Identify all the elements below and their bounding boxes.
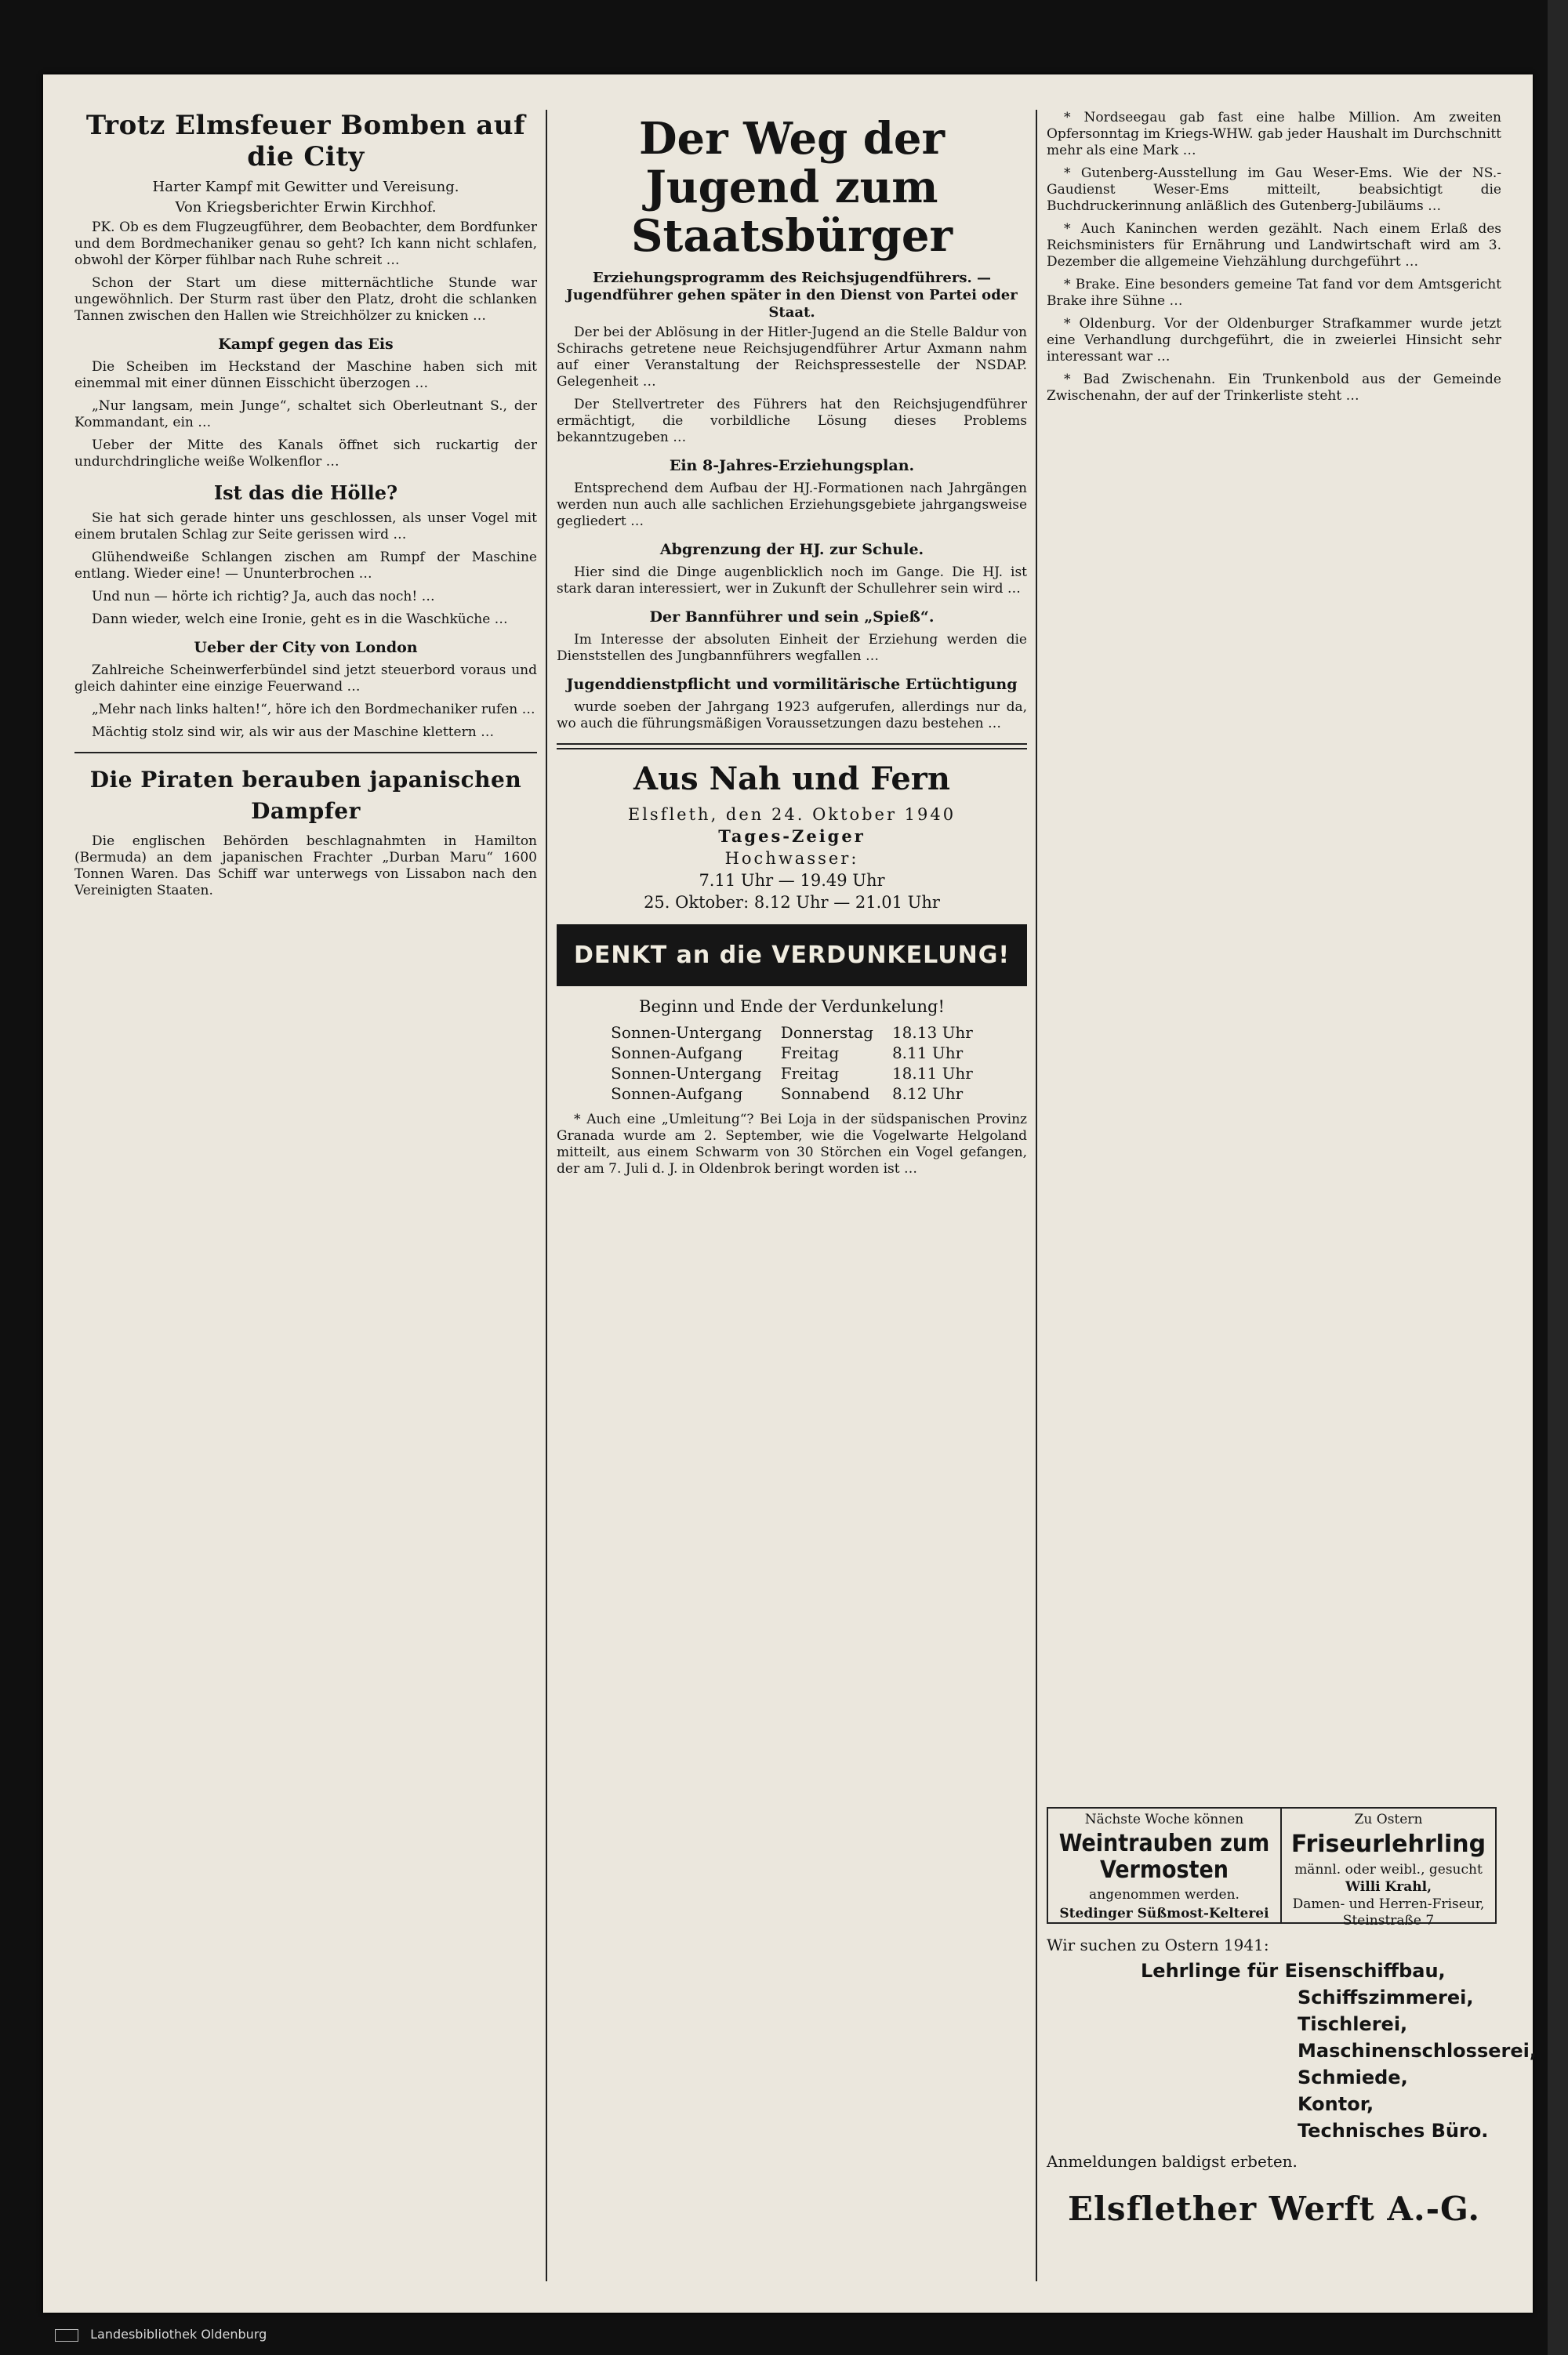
apprenticeship-list [1141, 1958, 1537, 2144]
library-name: Landesbibliothek Oldenburg [90, 2327, 267, 2342]
ad-text: Anmeldungen baldigst erbeten. [1047, 2152, 1298, 2171]
table-cell: Sonnabend [780, 1084, 870, 1103]
article-paragraph: „Nur langsam, mein Junge“, schaltet sich Oberleutnant S., der Kommandant, ein … [74, 398, 537, 430]
article-paragraph: Der bei der Ablösung in der Hitler-Jugend an die Stelle Baldur von Schirachs getretene neue Reichsjugendführer Artur Axmann nahm auf einer Veranstaltung der Reichspressestelle der NSDAP. Gelegenheit … [557, 325, 1027, 390]
ads-top-frame [1047, 1807, 1497, 1929]
news-item: * Auch Kaninchen werden gezählt. Nach einem Erlaß des Reichsministers für Ernährung und Landwirtschaft wird am 3. Dezember die allgemeine Viehzählung durchgeführt … [1047, 221, 1501, 270]
article-paragraph: Und nun — hörte ich richtig? Ja, auch das noch! … [92, 589, 435, 604]
ad-company: Stedinger Süßmost-Kelterei [1059, 1906, 1269, 1921]
table-row [601, 1083, 982, 1104]
blackout-times-table [601, 1022, 982, 1104]
ad-title: Friseurlehrling [1290, 1831, 1486, 1858]
list-item: Maschinenschlosserei, [1298, 2040, 1537, 2062]
section-heading: Der Bannführer und sein „Spieß“. [649, 608, 935, 626]
library-building-icon [55, 2329, 78, 2342]
table-row [601, 1063, 982, 1083]
article-paragraph: Zahlreiche Scheinwerferbündel sind jetzt steuerbord voraus und gleich dahinter eine einzige Feuerwand … [74, 662, 537, 695]
ad-hairdresser [1282, 1809, 1495, 1929]
news-item: * Oldenburg. Vor der Oldenburger Strafkammer wurde jetzt eine Verhandlung durchgeführt, die in zweierlei Hinsicht sehr interessant war … [1047, 316, 1501, 365]
article-paragraph: Ueber der Mitte des Kanals öffnet sich ruckartig der undurchdringliche weiße Wolkenflor … [74, 437, 537, 470]
article-headline: Der Weg der Jugend zum Staatsbürger [631, 113, 953, 262]
table-cell: Sonnen-Untergang [611, 1064, 762, 1083]
section-heading: Kampf gegen das Eis [218, 336, 394, 353]
ad-shipyard [1047, 1932, 1537, 2228]
article-headline: Die Piraten berauben japanischen Dampfer [89, 767, 522, 824]
section-heading: Abgrenzung der HJ. zur Schule. [659, 541, 924, 558]
article-subheadline: Harter Kampf mit Gewitter und Vereisung. [152, 179, 459, 195]
list-item: Schmiede, [1298, 2067, 1408, 2088]
table-cell: 8.12 Uhr [891, 1084, 964, 1103]
adjacent-page-edge [1548, 0, 1568, 2355]
article-paragraph: Mächtig stolz sind wir, als wir aus der Maschine klettern … [92, 724, 495, 740]
column-middle [557, 110, 1027, 2281]
article-paragraph: Dann wieder, welch eine Ironie, geht es in die Waschküche … [92, 611, 508, 627]
high-water-label: Hochwasser: [724, 849, 859, 868]
table-cell: Sonnen-Aufgang [611, 1084, 743, 1103]
news-item: * Bad Zwischenahn. Ein Trunkenbold aus der Gemeinde Zwischenahn, der auf der Trinkerliste steht … [1047, 372, 1501, 404]
list-item: Schiffszimmerei, [1298, 1987, 1474, 2008]
article-headline: Trotz Elmsfeuer Bomben auf die City [85, 110, 526, 172]
table-cell: Freitag [780, 1043, 840, 1062]
article-paragraph: * Auch eine „Umleitung“? Bei Loja in der südspanischen Provinz Granada wurde am 2. September, wie die Vogelwarte Helgoland mitteilt, aus einem Schwarm von 30 Störchen ein Vogel gefangen, der am 7. Juli d. J. in Oldenbrok beringt worden ist … [557, 1112, 1027, 1177]
high-water-times: 25. Oktober: 8.12 Uhr — 21.01 Uhr [644, 893, 940, 912]
news-item: * Brake. Eine besonders gemeine Tat fand vor dem Amtsgericht Brake ihre Sühne … [1047, 277, 1501, 309]
table-cell: Sonnen-Untergang [611, 1023, 762, 1042]
table-cell: Freitag [780, 1064, 840, 1083]
article-paragraph: Glühendweiße Schlangen zischen am Rumpf der Maschine entlang. Wieder eine! — Ununterbrochen … [74, 550, 537, 582]
divider [74, 752, 537, 753]
article-paragraph: Entsprechend dem Aufbau der HJ.-Formationen nach Jahrgängen werden nun auch alle sachlichen Erziehungsgebiete jahrgangsweise gegliedert … [557, 481, 1027, 529]
column-left [74, 110, 537, 2281]
table-cell: 18.13 Uhr [891, 1023, 973, 1042]
ad-text: Damen- und Herren-Friseur, [1292, 1896, 1485, 1912]
section-heading: Jugenddienstpflicht und vormilitärische Ertüchtigung [566, 676, 1018, 693]
ad-text: männl. oder weibl., gesucht [1294, 1862, 1483, 1878]
table-cell: 18.11 Uhr [891, 1064, 973, 1083]
high-water-times: 7.11 Uhr — 19.49 Uhr [699, 871, 885, 890]
news-item: * Nordseegau gab fast eine halbe Million. Am zweiten Opfersonntag im Kriegs-WHW. gab jeder Haushalt im Durchschnitt mehr als eine Mark … [1047, 110, 1501, 158]
ad-text: Zu Ostern [1354, 1812, 1423, 1827]
article-paragraph: wurde soeben der Jahrgang 1923 aufgerufen, allerdings nur da, wo auch die führungsmäßigen Voraussetzungen dazu bestehen … [557, 699, 1027, 731]
list-item: Kontor, [1298, 2093, 1374, 2115]
column-rule [546, 110, 547, 2281]
column-rule [1036, 110, 1037, 2281]
local-news-title: Aus Nah und Fern [633, 760, 950, 797]
ad-text: Wir suchen zu Ostern 1941: [1047, 1936, 1269, 1954]
article-paragraph: Der Stellvertreter des Führers hat den Reichsjugendführer ermächtigt, die vorbildliche Lösung dieses Problems bekanntzugeben … [557, 397, 1027, 445]
table-cell: Donnerstag [780, 1023, 873, 1042]
section-heading: Ist das die Hölle? [213, 481, 398, 504]
article-paragraph: PK. Ob es dem Flugzeugführer, dem Beobachter, dem Bordfunker und dem Bordmechaniker genau so geht? Ich kann nicht schlafen, obwohl der Körper fühlbar nach Ruhe schreit … [74, 220, 537, 268]
article-paragraph: Die englischen Behörden beschlagnahmten in Hamilton (Bermuda) an dem japanischen Frachter „Durban Maru“ 1600 Tonnen Waren. Das Schiff war unterwegs von Lissabon nach den Vereinigten Staaten. [74, 833, 537, 898]
ad-company: Elsflether Werft A.-G. [1067, 2190, 1481, 2228]
newspaper-page [43, 74, 1537, 2313]
ad-name: Willi Krahl, [1345, 1879, 1432, 1895]
table-row [601, 1043, 982, 1063]
ad-address: Steinstraße 7 [1342, 1913, 1435, 1929]
section-heading: Ein 8-Jahres-Erziehungsplan. [669, 457, 915, 474]
list-item: Tischlerei, [1298, 2013, 1408, 2035]
library-footer [55, 2327, 267, 2342]
article-paragraph: Im Interesse der absoluten Einheit der Erziehung werden die Dienststellen des Jungbannführers wegfallen … [557, 632, 1027, 664]
local-news-dateline: Elsfleth, den 24. Oktober 1940 [627, 805, 956, 824]
day-indicator-label: Tages-Zeiger [718, 826, 866, 846]
local-news-header [557, 760, 1027, 913]
article-paragraph: Sie hat sich gerade hinter uns geschlossen, als unser Vogel mit einem brutalen Schlag zur Seite gerissen wird … [74, 510, 537, 542]
blackout-banner: DENKT an die VERDUNKELUNG! [557, 924, 1027, 986]
article-subheadline: Erziehungsprogramm des Reichsjugendführers. — Jugendführer gehen später in den Dienst von Partei oder Staat. [566, 270, 1018, 321]
article-paragraph: Die Scheiben im Heckstand der Maschine haben sich mit einemmal mit einer dünnen Eisschicht überzogen … [74, 359, 537, 391]
section-heading: Ueber der City von London [194, 639, 418, 656]
article-byline: Von Kriegsberichter Erwin Kirchhof. [175, 199, 437, 216]
ad-grapes [1048, 1809, 1282, 1922]
article-paragraph: „Mehr nach links halten!“, höre ich den Bordmechaniker rufen … [92, 702, 535, 717]
article-paragraph: Schon der Start um diese mitternächtliche Stunde war ungewöhnlich. Der Sturm rast über den Platz, droht die schlanken Tannen zwischen den Hallen wie Streichhölzer zu knicken … [74, 275, 537, 324]
news-item: * Gutenberg-Ausstellung im Gau Weser-Ems. Wie der NS.-Gaudienst Weser-Ems mitteilt, beabsichtigt die Buchdruckerinnung anläßlich des Gutenberg-Jubiläums … [1047, 165, 1501, 214]
table-cell: 8.11 Uhr [891, 1043, 964, 1062]
article-paragraph: Hier sind die Dinge augenblicklich noch im Gange. Die HJ. ist stark daran interessiert, wer in Zukunft der Schullehrer sein wird … [557, 564, 1027, 597]
ad-text: angenommen werden. [1089, 1887, 1240, 1903]
column-right [1047, 110, 1501, 1803]
blackout-times-title: Beginn und Ende der Verdunkelung! [639, 997, 945, 1016]
divider [557, 743, 1027, 749]
ad-text: Nächste Woche können [1084, 1812, 1244, 1827]
list-item: Technisches Büro. [1298, 2120, 1489, 2142]
table-row [601, 1022, 982, 1043]
ad-title: Weintrauben zum Vermosten [1058, 1830, 1270, 1884]
list-item: Lehrlinge für Eisenschiffbau, [1141, 1960, 1446, 1982]
table-cell: Sonnen-Aufgang [611, 1043, 743, 1062]
